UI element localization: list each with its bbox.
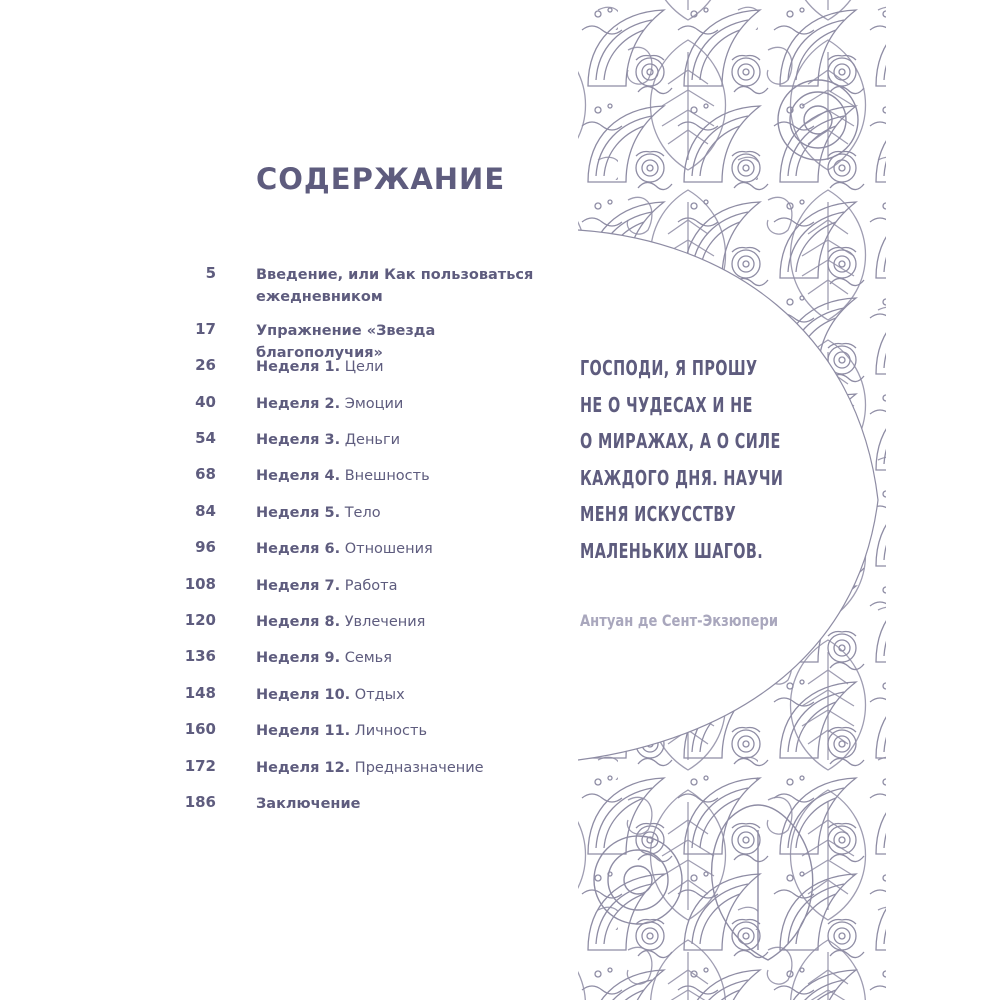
toc-entry[interactable] [0, 720, 570, 744]
toc-entry-label [256, 356, 566, 378]
toc-entry-bold: Заключение [256, 796, 361, 812]
toc-entry-line2: ежедневником [256, 289, 383, 305]
toc-entry-label [256, 793, 566, 815]
toc-entry-rest: Эмоции [340, 396, 404, 412]
quote-block [580, 350, 820, 569]
toc-entry[interactable] [0, 757, 570, 781]
toc-entry-rest: Предназначение [350, 760, 484, 776]
toc-page-number: 96 [195, 538, 216, 556]
toc-entry[interactable] [0, 575, 570, 599]
toc-entry-bold: Неделя 8. [256, 614, 341, 630]
toc-entry-label [256, 720, 566, 742]
quote-author: Антуан де Сент-Экзюпери [580, 611, 779, 630]
toc-entry-label [256, 684, 566, 706]
toc-page-number: 17 [195, 320, 216, 338]
toc-entry[interactable] [0, 465, 570, 489]
toc-page-number: 136 [184, 647, 216, 665]
toc-page-number: 84 [195, 502, 216, 520]
toc-page-number: 172 [184, 757, 216, 775]
toc-entry-rest: Личность [350, 723, 428, 739]
toc-entry-bold: Введение, или Как пользоваться [256, 267, 534, 283]
toc-entry-label [256, 575, 566, 597]
toc-entry-bold: Неделя 4. [256, 468, 341, 484]
toc-page-number: 148 [184, 684, 216, 702]
toc-entry[interactable] [0, 793, 570, 817]
toc-page-number: 40 [195, 393, 216, 411]
toc-entry-bold: Неделя 9. [256, 650, 341, 666]
toc-page-number: 108 [184, 575, 216, 593]
toc-entry[interactable] [0, 684, 570, 708]
toc-entry-rest: Увлечения [340, 614, 426, 630]
toc-entry-label [256, 611, 566, 633]
toc-page-number: 160 [184, 720, 216, 738]
toc-entry-bold: Неделя 2. [256, 396, 341, 412]
quote-line: НЕ О ЧУДЕСАХ И НЕ [580, 392, 753, 417]
toc-entry[interactable] [0, 356, 570, 380]
toc-page-number: 5 [205, 264, 216, 282]
toc-entry-label [256, 538, 566, 560]
toc-page-number: 26 [195, 356, 216, 374]
quote-line: КАЖДОГО ДНЯ. НАУЧИ [580, 465, 784, 490]
toc-entry[interactable] [0, 429, 570, 453]
toc-entry-bold: Неделя 12. [256, 760, 351, 776]
toc-entry-rest: Семья [340, 650, 392, 666]
quote-line: ГОСПОДИ, Я ПРОШУ [580, 356, 758, 380]
toc-entry-bold: Неделя 6. [256, 541, 341, 557]
toc-entry-label [256, 429, 566, 451]
toc-entry[interactable] [0, 264, 570, 305]
quote-line: МЕНЯ ИСКУССТВУ [580, 502, 737, 526]
toc-entry-rest: Отношения [340, 541, 433, 557]
toc-entry[interactable] [0, 502, 570, 526]
toc-entry[interactable] [0, 320, 570, 361]
toc-page-number: 120 [184, 611, 216, 629]
quote-line: О МИРАЖАХ, А О СИЛЕ [580, 429, 781, 453]
toc-entry-rest: Цели [340, 359, 384, 375]
toc-page-number: 186 [184, 793, 216, 811]
toc-entry-bold: Неделя 1. [256, 359, 341, 375]
toc-entry[interactable] [0, 647, 570, 671]
toc-page-number: 68 [195, 465, 216, 483]
toc-entry-rest: Тело [340, 505, 381, 521]
toc-entry-label [256, 757, 566, 779]
quote-line: МАЛЕНЬКИХ ШАГОВ. [580, 538, 764, 563]
toc-entry-rest: Внешность [340, 468, 430, 484]
toc-page-number: 54 [195, 429, 216, 447]
toc-entry-label [256, 647, 566, 669]
toc-entry[interactable] [0, 393, 570, 417]
toc-entry[interactable] [0, 538, 570, 562]
toc-entry-label [256, 502, 566, 524]
toc-entry-label [256, 465, 566, 487]
toc-entry-rest: Деньги [340, 432, 401, 448]
toc-entry-rest: Отдых [350, 687, 405, 703]
toc-entry-rest: Работа [340, 578, 398, 594]
toc-entry-bold: Неделя 7. [256, 578, 341, 594]
toc-entry-bold: Неделя 10. [256, 687, 351, 703]
toc-entry-bold: Неделя 5. [256, 505, 341, 521]
toc-entry-bold: Неделя 11. [256, 723, 351, 739]
toc-entry-label [256, 393, 566, 415]
toc-entry-label [256, 264, 566, 308]
toc-entry-bold: Неделя 3. [256, 432, 341, 448]
toc-entry[interactable] [0, 611, 570, 635]
toc-entry-bold: Упражнение «Звезда благополучия» [256, 323, 436, 361]
page-title: СОДЕРЖАНИЕ [256, 162, 506, 196]
